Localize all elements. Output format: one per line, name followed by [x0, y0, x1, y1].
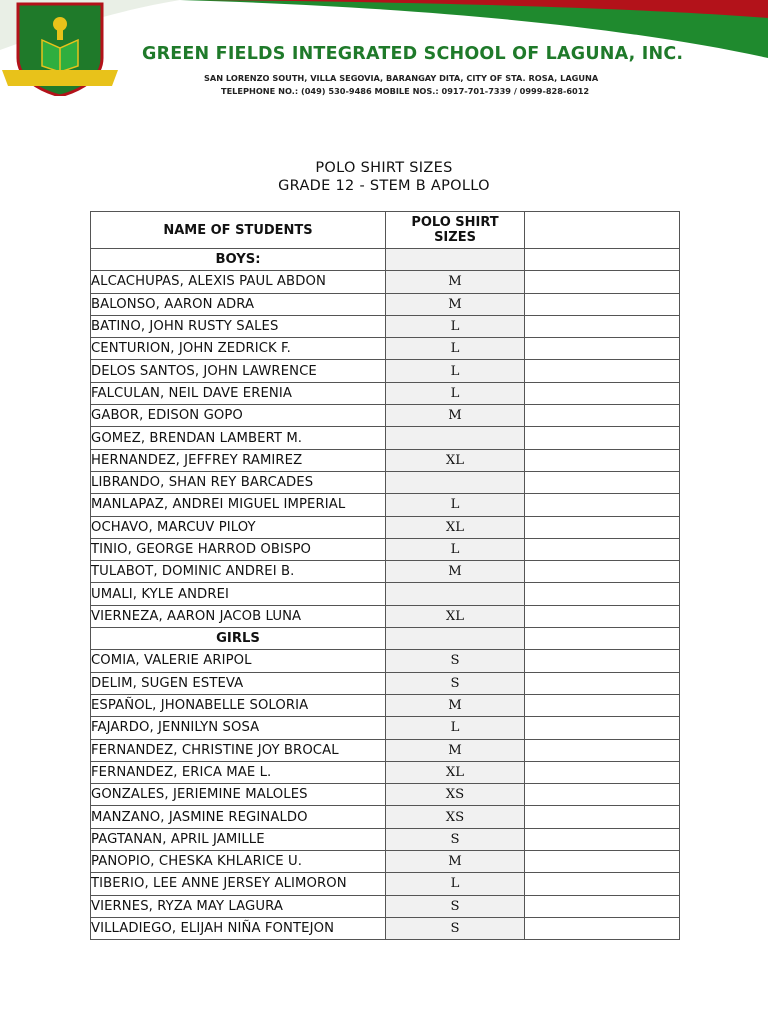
blank-cell [525, 382, 680, 404]
student-name: FERNANDEZ, ERICA MAE L. [91, 761, 386, 783]
shirt-size: XS [386, 784, 525, 806]
blank-cell [525, 293, 680, 315]
blank-cell [525, 895, 680, 917]
shirt-size [386, 583, 525, 605]
student-name: VIERNES, RYZA MAY LAGURA [91, 895, 386, 917]
table-row [91, 538, 680, 560]
student-name: BALONSO, AARON ADRA [91, 293, 386, 315]
blank-cell [525, 494, 680, 516]
table-row [91, 717, 680, 739]
student-name: FAJARDO, JENNILYN SOSA [91, 717, 386, 739]
student-name: ESPAÑOL, JHONABELLE SOLORIA [91, 694, 386, 716]
shirt-size: XL [386, 449, 525, 471]
blank-cell [525, 405, 680, 427]
school-name: GREEN FIELDS INTEGRATED SCHOOL OF LAGUNA, INC. [142, 44, 684, 64]
table-row [91, 784, 680, 806]
table-body [91, 249, 680, 940]
table-row [91, 672, 680, 694]
shirt-size: S [386, 828, 525, 850]
table-row [91, 761, 680, 783]
table-row [91, 605, 680, 627]
student-name: MANZANO, JASMINE REGINALDO [91, 806, 386, 828]
student-name: UMALI, KYLE ANDREI [91, 583, 386, 605]
blank-cell [525, 471, 680, 493]
table-row [91, 739, 680, 761]
section-label: BOYS: [91, 249, 386, 271]
blank-cell [525, 851, 680, 873]
shirt-size: L [386, 338, 525, 360]
table-row [91, 650, 680, 672]
table-row [91, 427, 680, 449]
blank-cell [525, 761, 680, 783]
shirt-size: M [386, 851, 525, 873]
blank-cell [525, 917, 680, 939]
table-row [91, 873, 680, 895]
shirt-size: M [386, 405, 525, 427]
shirt-size: S [386, 917, 525, 939]
student-name: DELOS SANTOS, JOHN LAWRENCE [91, 360, 386, 382]
table-row [91, 449, 680, 471]
shirt-size: M [386, 293, 525, 315]
blank-cell [525, 538, 680, 560]
shirt-size: M [386, 739, 525, 761]
blank-cell [525, 516, 680, 538]
student-name: ALCACHUPAS, ALEXIS PAUL ABDON [91, 271, 386, 293]
shirt-size: S [386, 650, 525, 672]
table-row [91, 851, 680, 873]
table-row [91, 338, 680, 360]
table-row [91, 694, 680, 716]
table-row [91, 360, 680, 382]
blank-cell [525, 605, 680, 627]
document-title: POLO SHIRT SIZES [315, 160, 453, 176]
student-name: VIERNEZA, AARON JACOB LUNA [91, 605, 386, 627]
student-name: FERNANDEZ, CHRISTINE JOY BROCAL [91, 739, 386, 761]
shirt-size: M [386, 271, 525, 293]
blank-cell [525, 583, 680, 605]
shirt-size: L [386, 717, 525, 739]
shirt-size [386, 471, 525, 493]
blank-cell [525, 784, 680, 806]
shirt-size: S [386, 672, 525, 694]
blank-cell [525, 873, 680, 895]
section-label: GIRLS [91, 628, 386, 650]
shirt-size: L [386, 494, 525, 516]
section-row [91, 628, 680, 650]
header-blank [525, 212, 680, 249]
student-name: FALCULAN, NEIL DAVE ERENIA [91, 382, 386, 404]
size-cell [386, 628, 525, 650]
student-name: TINIO, GEORGE HARROD OBISPO [91, 538, 386, 560]
header-polo-shirt-sizes: POLO SHIRT SIZES [386, 212, 525, 249]
table-row [91, 405, 680, 427]
blank-cell [525, 449, 680, 471]
shirt-size: L [386, 382, 525, 404]
shirt-size: L [386, 315, 525, 337]
table-row [91, 471, 680, 493]
table-row [91, 895, 680, 917]
student-name: COMIA, VALERIE ARIPOL [91, 650, 386, 672]
table-header-row [91, 212, 680, 249]
polo-sizes-table [90, 211, 680, 940]
shirt-size: XL [386, 761, 525, 783]
student-name: CENTURION, JOHN ZEDRICK F. [91, 338, 386, 360]
blank-cell [525, 672, 680, 694]
table-row [91, 494, 680, 516]
shirt-size: M [386, 694, 525, 716]
blank-cell [525, 828, 680, 850]
blank-cell [525, 806, 680, 828]
table-row [91, 315, 680, 337]
header-name-of-students: NAME OF STUDENTS [91, 212, 386, 249]
student-name: TIBERIO, LEE ANNE JERSEY ALIMORON [91, 873, 386, 895]
blank-cell [525, 650, 680, 672]
student-name: TULABOT, DOMINIC ANDREI B. [91, 561, 386, 583]
school-telephone: TELEPHONE NO.: (049) 530-9486 MOBILE NOS.: 0917-701-7339 / 0999-828-6012 [221, 86, 590, 96]
blank-cell [525, 360, 680, 382]
student-name: BATINO, JOHN RUSTY SALES [91, 315, 386, 337]
shirt-size: M [386, 561, 525, 583]
shirt-size: L [386, 538, 525, 560]
table-row [91, 583, 680, 605]
size-cell [386, 249, 525, 271]
table-row [91, 806, 680, 828]
student-name: OCHAVO, MARCUV PILOY [91, 516, 386, 538]
table-row [91, 271, 680, 293]
student-name: PAGTANAN, APRIL JAMILLE [91, 828, 386, 850]
student-name: DELIM, SUGEN ESTEVA [91, 672, 386, 694]
student-name: MANLAPAZ, ANDREI MIGUEL IMPERIAL [91, 494, 386, 516]
school-address: SAN LORENZO SOUTH, VILLA SEGOVIA, BARANGAY DITA, CITY OF STA. ROSA, LAGUNA [204, 73, 599, 83]
shirt-size: XL [386, 516, 525, 538]
blank-cell [525, 271, 680, 293]
student-name: GONZALES, JERIEMINE MALOLES [91, 784, 386, 806]
shirt-size: L [386, 360, 525, 382]
table-row [91, 828, 680, 850]
shirt-size: S [386, 895, 525, 917]
section-row [91, 249, 680, 271]
table-row [91, 561, 680, 583]
student-name: VILLADIEGO, ELIJAH NIÑA FONTEJON [91, 917, 386, 939]
student-name: GABOR, EDISON GOPO [91, 405, 386, 427]
blank-cell [525, 249, 680, 271]
blank-cell [525, 694, 680, 716]
letterhead [0, 0, 768, 130]
shirt-size: L [386, 873, 525, 895]
blank-cell [525, 427, 680, 449]
blank-cell [525, 338, 680, 360]
student-name: LIBRANDO, SHAN REY BARCADES [91, 471, 386, 493]
blank-cell [525, 739, 680, 761]
blank-cell [525, 628, 680, 650]
table-row [91, 516, 680, 538]
table-row [91, 917, 680, 939]
table-row [91, 382, 680, 404]
student-name: GOMEZ, BRENDAN LAMBERT M. [91, 427, 386, 449]
blank-cell [525, 717, 680, 739]
blank-cell [525, 315, 680, 337]
shirt-size: XS [386, 806, 525, 828]
shirt-size: XL [386, 605, 525, 627]
document-subtitle: GRADE 12 - STEM B APOLLO [278, 178, 490, 194]
school-seal-logo [0, 0, 120, 96]
table-row [91, 293, 680, 315]
shirt-size [386, 427, 525, 449]
student-name: HERNANDEZ, JEFFREY RAMIREZ [91, 449, 386, 471]
student-name: PANOPIO, CHESKA KHLARICE U. [91, 851, 386, 873]
blank-cell [525, 561, 680, 583]
